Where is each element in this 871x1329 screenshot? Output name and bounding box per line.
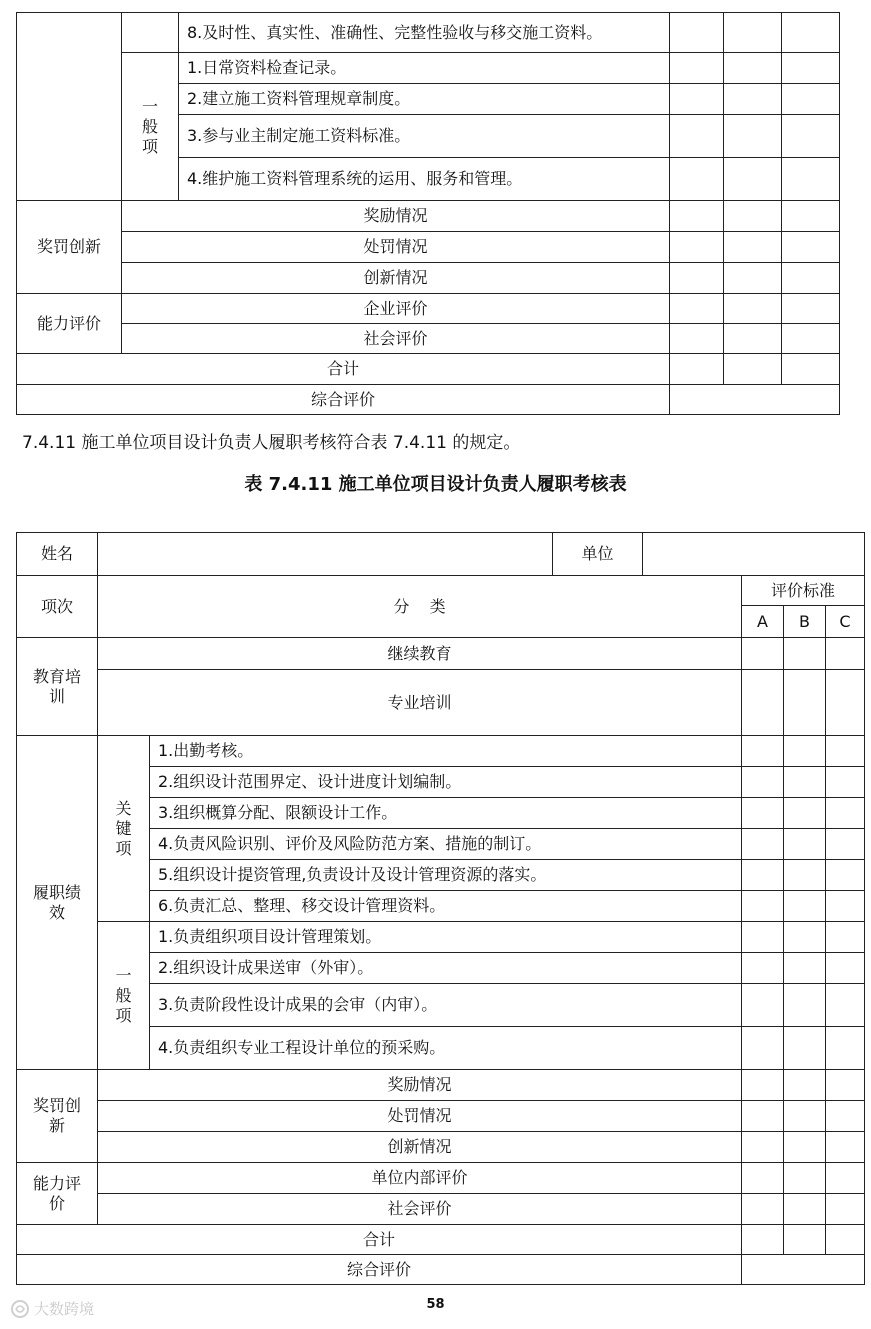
grade-cell-b[interactable] bbox=[784, 1101, 826, 1132]
grade-cell-b[interactable] bbox=[784, 860, 826, 891]
grade-cell-b[interactable] bbox=[724, 158, 782, 201]
general-label: 一 般 项 bbox=[98, 922, 150, 1070]
grade-cell-c[interactable] bbox=[782, 232, 840, 263]
grade-cell-a[interactable] bbox=[742, 1070, 784, 1101]
key-label: 关 键 项 bbox=[98, 736, 150, 922]
table1-item-8: 8.及时性、真实性、准确性、完整性验收与移交施工资料。 bbox=[179, 13, 670, 53]
grade-cell-b[interactable] bbox=[784, 922, 826, 953]
grade-cell-c[interactable] bbox=[782, 84, 840, 115]
general-item: 2.组织设计成果送审（外审）。 bbox=[150, 953, 742, 984]
table1-general-label: 一 般 项 bbox=[122, 53, 179, 201]
table1-general-item: 1.日常资料检查记录。 bbox=[179, 53, 670, 84]
table-continuation bbox=[16, 12, 840, 415]
grade-cell-a[interactable] bbox=[742, 1194, 784, 1225]
grade-cell-b[interactable] bbox=[724, 13, 782, 53]
grade-cell-a[interactable] bbox=[742, 798, 784, 829]
grade-cell-c[interactable] bbox=[782, 294, 840, 324]
general-item: 3.负责阶段性设计成果的会审（内审）。 bbox=[150, 984, 742, 1027]
table1-general-item: 4.维护施工资料管理系统的运用、服务和管理。 bbox=[179, 158, 670, 201]
grade-cell-a[interactable] bbox=[670, 158, 724, 201]
grade-cell-a[interactable] bbox=[670, 84, 724, 115]
key-item: 2.组织设计范围界定、设计进度计划编制。 bbox=[150, 767, 742, 798]
grade-cell-a[interactable] bbox=[742, 767, 784, 798]
table1-reward-label: 奖罚创新 bbox=[17, 201, 122, 294]
grade-cell-a[interactable] bbox=[670, 201, 724, 232]
grade-cell-b[interactable] bbox=[784, 1225, 826, 1255]
grade-cell-b[interactable] bbox=[784, 670, 826, 736]
grade-cell-c[interactable] bbox=[782, 201, 840, 232]
grade-cell-a[interactable] bbox=[742, 953, 784, 984]
table1-general-item: 2.建立施工资料管理规章制度。 bbox=[179, 84, 670, 115]
table1-subcell-blank bbox=[122, 13, 179, 53]
grade-cell-c[interactable] bbox=[826, 670, 865, 736]
grade-cell-c[interactable] bbox=[826, 1163, 865, 1194]
grade-cell-a[interactable] bbox=[742, 1027, 784, 1070]
grade-cell-b[interactable] bbox=[724, 294, 782, 324]
table1-row-label-blank bbox=[17, 13, 122, 201]
grade-cell-a[interactable] bbox=[742, 829, 784, 860]
table1-ability-label: 能力评价 bbox=[17, 294, 122, 354]
grade-header-b: B bbox=[784, 606, 826, 638]
key-item: 6.负责汇总、整理、移交设计管理资料。 bbox=[150, 891, 742, 922]
grade-cell-a[interactable] bbox=[742, 1225, 784, 1255]
table1-overall-label: 综合评价 bbox=[17, 385, 670, 415]
grade-cell-b[interactable] bbox=[724, 232, 782, 263]
grade-cell-c[interactable] bbox=[782, 354, 840, 385]
grade-cell-b[interactable] bbox=[784, 891, 826, 922]
criteria-header: 评价标准 bbox=[742, 576, 865, 606]
grade-cell-a[interactable] bbox=[742, 1132, 784, 1163]
grade-cell-a[interactable] bbox=[670, 354, 724, 385]
key-item: 5.组织设计提资管理,负责设计及设计管理资源的落实。 bbox=[150, 860, 742, 891]
grade-cell-b[interactable] bbox=[784, 798, 826, 829]
grade-cell-a[interactable] bbox=[670, 13, 724, 53]
edu-item: 继续教育 bbox=[98, 638, 742, 670]
table1-ability-item: 社会评价 bbox=[122, 324, 670, 354]
grade-cell-b[interactable] bbox=[724, 84, 782, 115]
grade-cell-a[interactable] bbox=[670, 53, 724, 84]
grade-cell-a[interactable] bbox=[742, 922, 784, 953]
grade-cell-a[interactable] bbox=[670, 232, 724, 263]
watermark-text: 大数跨境 bbox=[34, 1300, 95, 1318]
key-item: 1.出勤考核。 bbox=[150, 736, 742, 767]
name-label: 姓名 bbox=[17, 533, 98, 576]
grade-cell-c[interactable] bbox=[826, 922, 865, 953]
grade-cell-b[interactable] bbox=[784, 984, 826, 1027]
table1-total-label: 合计 bbox=[17, 354, 670, 385]
ability-item: 社会评价 bbox=[98, 1194, 742, 1225]
overall-label: 综合评价 bbox=[17, 1255, 742, 1285]
ability-item: 单位内部评价 bbox=[98, 1163, 742, 1194]
grade-cell-a[interactable] bbox=[670, 263, 724, 294]
grade-cell-b[interactable] bbox=[784, 953, 826, 984]
grade-cell-b[interactable] bbox=[784, 1163, 826, 1194]
grade-cell-b[interactable] bbox=[724, 201, 782, 232]
ability-label: 能力评 价 bbox=[17, 1163, 98, 1225]
table1-reward-item: 创新情况 bbox=[122, 263, 670, 294]
grade-cell-a[interactable] bbox=[742, 860, 784, 891]
table1-reward-item: 处罚情况 bbox=[122, 232, 670, 263]
reward-label: 奖罚创 新 bbox=[17, 1070, 98, 1163]
grade-header-c: C bbox=[826, 606, 865, 638]
edu-label: 教育培 训 bbox=[17, 638, 98, 736]
grade-cell-c[interactable] bbox=[826, 736, 865, 767]
grade-cell-a[interactable] bbox=[742, 984, 784, 1027]
watermark bbox=[10, 1298, 94, 1319]
category-header: 分 类 bbox=[98, 576, 742, 638]
item-header: 项次 bbox=[17, 576, 98, 638]
unit-field[interactable] bbox=[643, 533, 865, 576]
grade-cell-b[interactable] bbox=[724, 53, 782, 84]
unit-label: 单位 bbox=[553, 533, 643, 576]
reward-item: 处罚情况 bbox=[98, 1101, 742, 1132]
key-item: 4.负责风险识别、评价及风险防范方案、措施的制订。 bbox=[150, 829, 742, 860]
grade-cell-c[interactable] bbox=[826, 860, 865, 891]
grade-cell-a[interactable] bbox=[670, 115, 724, 158]
total-label: 合计 bbox=[17, 1225, 742, 1255]
grade-cell-b[interactable] bbox=[784, 1027, 826, 1070]
grade-cell-b[interactable] bbox=[784, 638, 826, 670]
grade-cell-c[interactable] bbox=[782, 158, 840, 201]
grade-cell-b[interactable] bbox=[784, 736, 826, 767]
grade-cell-b[interactable] bbox=[784, 829, 826, 860]
grade-cell-b[interactable] bbox=[784, 767, 826, 798]
grade-cell-c[interactable] bbox=[826, 1070, 865, 1101]
table1-reward-item: 奖励情况 bbox=[122, 201, 670, 232]
page-number: 58 bbox=[426, 1297, 445, 1312]
grade-cell-c[interactable] bbox=[826, 798, 865, 829]
grade-cell-c[interactable] bbox=[826, 1132, 865, 1163]
table-7-4-11 bbox=[16, 532, 865, 1285]
grade-cell-c[interactable] bbox=[826, 953, 865, 984]
grade-cell-c[interactable] bbox=[826, 638, 865, 670]
grade-cell-b[interactable] bbox=[724, 115, 782, 158]
edu-item: 专业培训 bbox=[98, 670, 742, 736]
grade-cell-c[interactable] bbox=[782, 115, 840, 158]
grade-cell-a[interactable] bbox=[742, 1101, 784, 1132]
general-item: 4.负责组织专业工程设计单位的预采购。 bbox=[150, 1027, 742, 1070]
grade-cell-c[interactable] bbox=[782, 263, 840, 294]
grade-cell-b[interactable] bbox=[784, 1194, 826, 1225]
grade-cell-c[interactable] bbox=[826, 1194, 865, 1225]
grade-cell-a[interactable] bbox=[742, 891, 784, 922]
grade-cell-c[interactable] bbox=[826, 1027, 865, 1070]
perf-label: 履职绩 效 bbox=[17, 736, 98, 1070]
grade-cell-c[interactable] bbox=[826, 891, 865, 922]
grade-cell-a[interactable] bbox=[670, 324, 724, 354]
reward-item: 奖励情况 bbox=[98, 1070, 742, 1101]
grade-cell-c[interactable] bbox=[782, 53, 840, 84]
grade-cell-a[interactable] bbox=[742, 670, 784, 736]
general-item: 1.负责组织项目设计管理策划。 bbox=[150, 922, 742, 953]
grade-cell-c[interactable] bbox=[782, 324, 840, 354]
grade-cell-a[interactable] bbox=[742, 638, 784, 670]
grade-cell-b[interactable] bbox=[724, 324, 782, 354]
overall-value[interactable] bbox=[742, 1255, 865, 1285]
grade-cell-b[interactable] bbox=[724, 354, 782, 385]
grade-cell-b[interactable] bbox=[784, 1132, 826, 1163]
grade-header-a: A bbox=[742, 606, 784, 638]
reward-item: 创新情况 bbox=[98, 1132, 742, 1163]
grade-cell-c[interactable] bbox=[826, 1101, 865, 1132]
clause-paragraph: 7.4.11 施工单位项目设计负责人履职考核符合表 7.4.11 的规定。 bbox=[22, 433, 521, 453]
table1-ability-item: 企业评价 bbox=[122, 294, 670, 324]
key-item: 3.组织概算分配、限额设计工作。 bbox=[150, 798, 742, 829]
grade-cell-a[interactable] bbox=[670, 294, 724, 324]
grade-cell-a[interactable] bbox=[742, 736, 784, 767]
table-caption: 表 7.4.11 施工单位项目设计负责人履职考核表 bbox=[244, 474, 627, 495]
grade-cell-b[interactable] bbox=[784, 1070, 826, 1101]
grade-cell-c[interactable] bbox=[782, 13, 840, 53]
grade-cell-c[interactable] bbox=[826, 1225, 865, 1255]
watermark-logo-icon bbox=[10, 1299, 30, 1319]
grade-cell-c[interactable] bbox=[826, 767, 865, 798]
grade-cell-c[interactable] bbox=[826, 829, 865, 860]
name-field[interactable] bbox=[98, 533, 553, 576]
grade-cell-a[interactable] bbox=[742, 1163, 784, 1194]
table1-overall-value[interactable] bbox=[670, 385, 840, 415]
grade-cell-b[interactable] bbox=[724, 263, 782, 294]
table1-general-item: 3.参与业主制定施工资料标准。 bbox=[179, 115, 670, 158]
grade-cell-c[interactable] bbox=[826, 984, 865, 1027]
